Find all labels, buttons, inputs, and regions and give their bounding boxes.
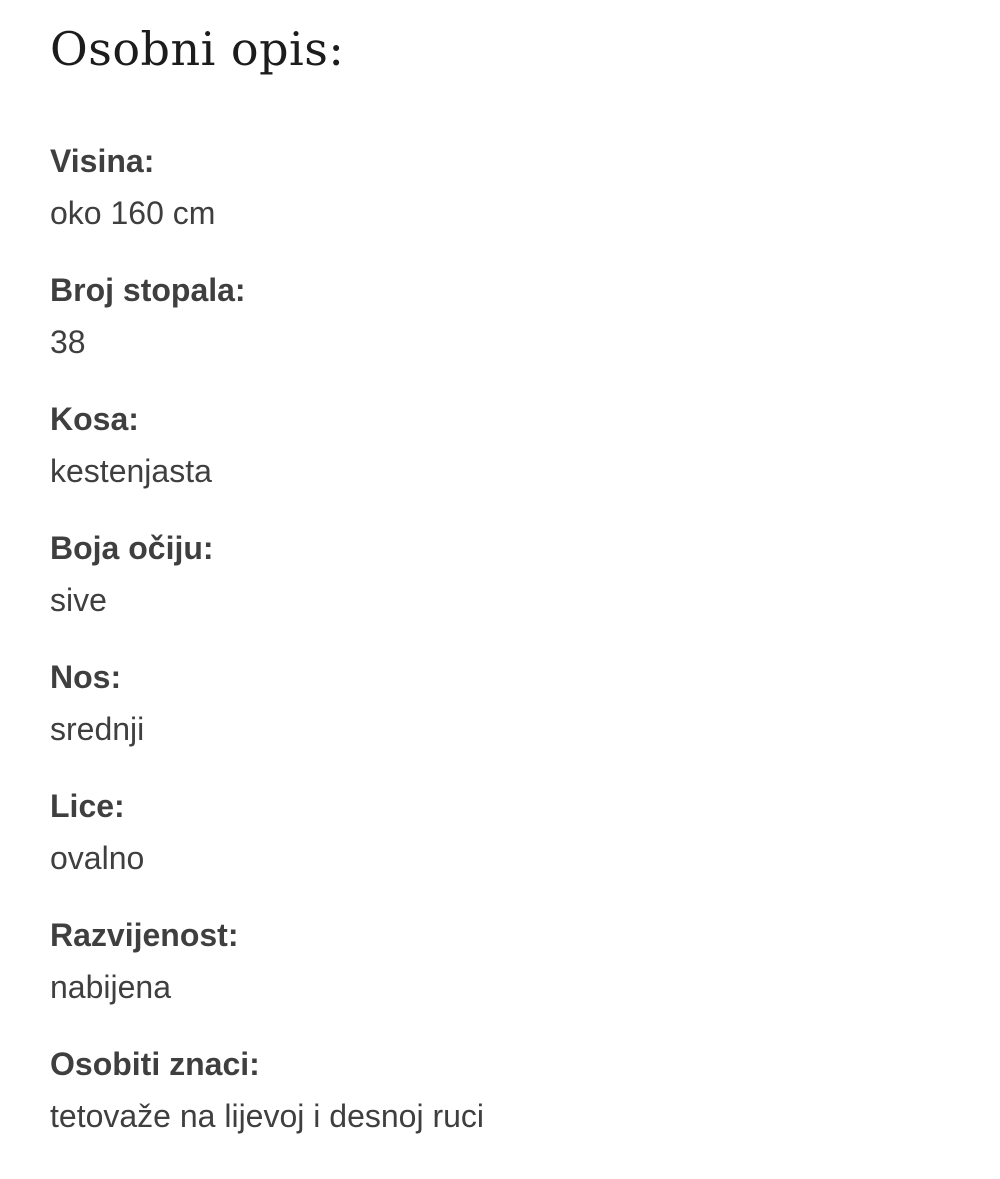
field-value-face: ovalno [50, 840, 145, 876]
field-label-eye-color: Boja očiju: [50, 530, 214, 566]
field-hair [50, 397, 950, 526]
field-label-nose: Nos: [50, 659, 122, 695]
field-value-nose: srednji [50, 711, 145, 747]
field-eye-color [50, 526, 950, 655]
field-value-shoe-size: 38 [50, 324, 86, 360]
field-label-build: Razvijenost: [50, 917, 239, 953]
field-distinguishing-marks [50, 1042, 950, 1171]
description-field-list [50, 139, 950, 1171]
page-title: Osobni opis: [50, 22, 345, 76]
field-label-shoe-size: Broj stopala: [50, 272, 246, 308]
field-value-height: oko 160 cm [50, 195, 216, 231]
field-face [50, 784, 950, 913]
field-label-height: Visina: [50, 143, 155, 179]
field-value-build: nabijena [50, 969, 171, 1005]
field-shoe-size [50, 268, 950, 397]
field-height [50, 139, 950, 268]
field-nose [50, 655, 950, 784]
field-label-distinguishing-marks: Osobiti znaci: [50, 1046, 260, 1082]
personal-description-section [50, 20, 950, 1171]
field-build [50, 913, 950, 1042]
field-label-face: Lice: [50, 788, 125, 824]
field-value-hair: kestenjasta [50, 453, 212, 489]
field-label-hair: Kosa: [50, 401, 139, 437]
field-value-eye-color: sive [50, 582, 107, 618]
field-value-distinguishing-marks: tetovaže na lijevoj i desnoj ruci [50, 1098, 485, 1134]
